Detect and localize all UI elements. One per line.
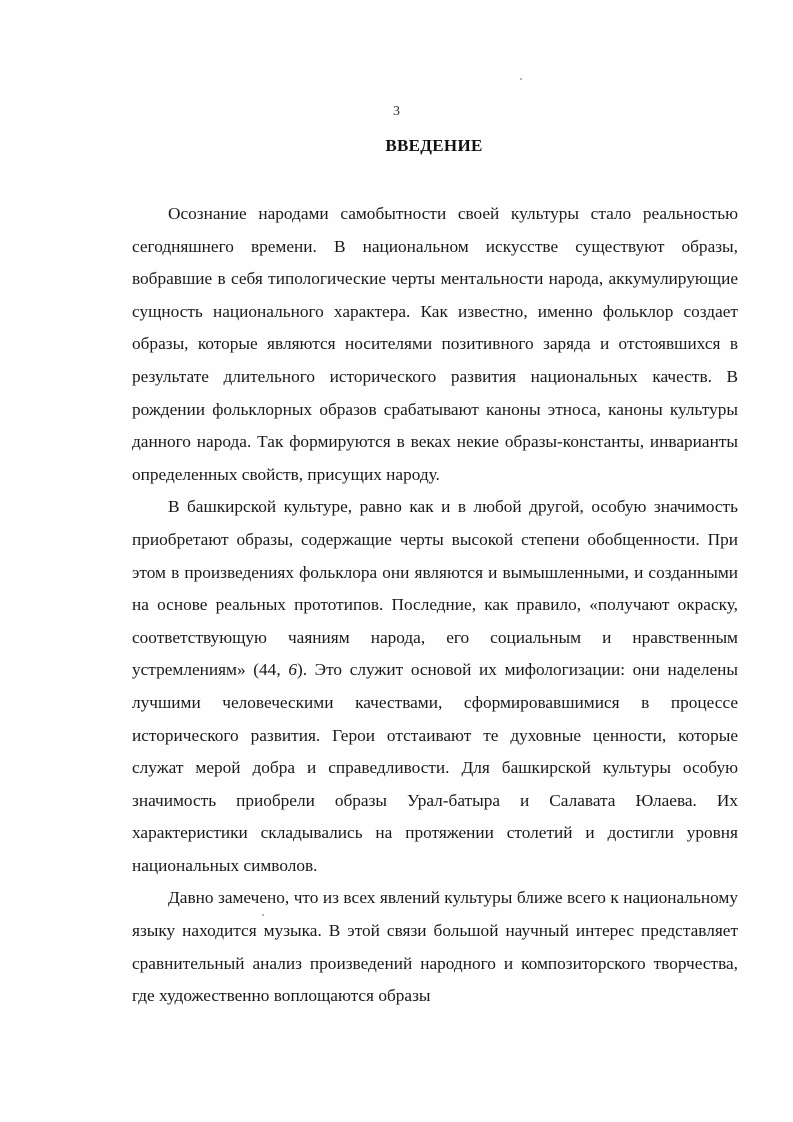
page-title: ВВЕДЕНИЕ bbox=[385, 136, 483, 155]
paragraph-2-text-after: ). Это служит основой их мифологизации: они наделены лучшими человеческими качествами, сформировавшимися в процессе исторического развития. Герои отстаивают те духовные ценности, которые служат мерой добра и справедливости. Для башкирской культуры особую значимость приобрели образы Урал-батыра и Салавата Юлаева. Их характеристики складывались на протяжении столетий и достигли уровня национальных символов. bbox=[132, 660, 738, 875]
paragraph-2 bbox=[132, 491, 738, 882]
page-number: 3 bbox=[393, 104, 400, 119]
citation-page-ref: 6 bbox=[288, 660, 297, 680]
scan-speck bbox=[520, 78, 522, 80]
paragraph-3: Давно замечено, что из всех явлений культуры ближе всего к национальному языку находится музыка. В этой связи большой научный интерес представляет сравнительный анализ произведений народного и композиторского творчества, где художественно воплощаются образы bbox=[132, 888, 738, 1006]
body-text bbox=[132, 198, 738, 1013]
scan-speck bbox=[262, 914, 264, 916]
paragraph-1: Осознание народами самобытности своей культуры стало реальностью сегодняшнего времени. В национальном искусстве существуют образы, вобравшие в себя типологические черты ментальности народа, аккумулирующие сущность национального характера. Как известно, именно фольклор создает образы, которые являются носителями позитивного заряда и отстоявшихся в результате длительного исторического развития национальных качеств. В рождении фольклорных образов срабатывают каноны этноса, каноны культуры данного народа. Так формируются в веках некие образы-константы, инварианты определенных свойств, присущих народу. bbox=[132, 204, 738, 484]
paragraph-2-text-before: В башкирской культуре, равно как и в любой другой, особую значимость приобретают образы, содержащие черты высокой степени обобщенности. При этом в произведениях фольклора они являются и вымышленными, и созданными на основе реальных прототипов. Последние, как правило, «получают окраску, соответствующую чаяниям народа, его социальным и нравственным устремлениям» (44, bbox=[132, 497, 738, 680]
